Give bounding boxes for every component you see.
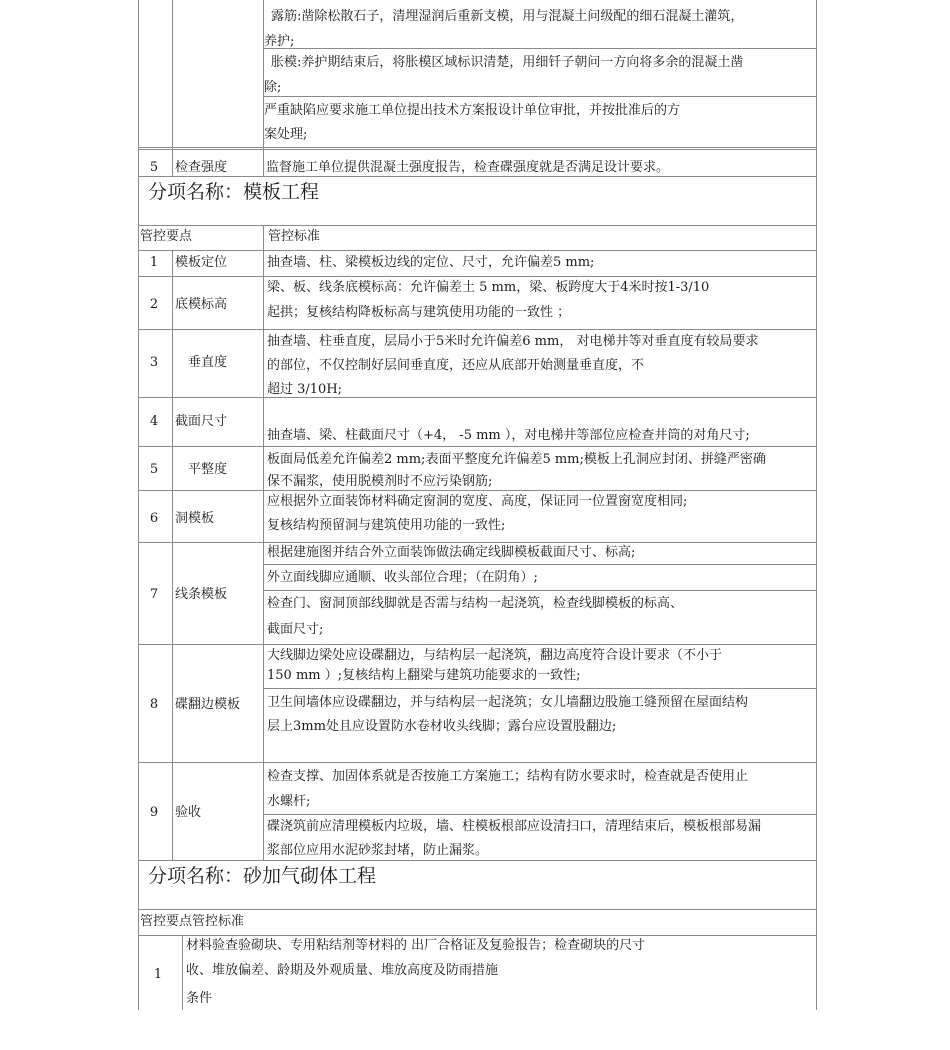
header-top bbox=[138, 909, 816, 910]
standard-text: 除; bbox=[264, 80, 282, 95]
row-standard: 条件 bbox=[186, 991, 213, 1006]
standard-text: 严重缺陷应要求施工单位提出技术方案报设计单位审批，并按批准后的方 bbox=[264, 103, 681, 118]
standard-text: 养护; bbox=[264, 34, 295, 49]
table-border-right bbox=[816, 0, 817, 176]
row-divider bbox=[138, 935, 816, 936]
row-number: 9 bbox=[149, 805, 159, 820]
row-standard: 抽查墙、柱、梁模板边线的定位、尺寸，允许偏差5 mm; bbox=[267, 255, 595, 270]
row-standard: 梁、板、线条底模标高：允许偏差土 5 mm，梁、板跨度大于4米时按1-3/10 bbox=[267, 280, 710, 295]
table-border-right bbox=[816, 860, 817, 1010]
row-standard: 复核结构预留洞与建筑使用功能的一致性; bbox=[267, 518, 506, 533]
row-standard: 抽查墙、梁、柱截面尺寸（+4， -5 mm ），对电梯井等部位应检查井筒的对角尺寸; bbox=[267, 428, 750, 443]
row-point: 线条模板 bbox=[175, 587, 228, 602]
table-border-col2 bbox=[263, 250, 264, 860]
row-number: 1 bbox=[153, 967, 163, 982]
row-point: 平整度 bbox=[188, 462, 228, 477]
row-standard: 起拱；复核结构降板标高与建筑使用功能的一致性 ； bbox=[267, 305, 571, 320]
row-divider bbox=[138, 762, 816, 763]
row-standard: 应根据外立面装饰材料确定窗洞的宽度、高度，保证同一位置窗宽度相同; bbox=[267, 494, 688, 509]
row-divider bbox=[138, 329, 816, 330]
table-border-col1 bbox=[182, 935, 183, 1010]
row-number: 5 bbox=[149, 462, 159, 477]
row-standard: 外立面线脚应通顺、收头部位合理；（在阴角）; bbox=[267, 570, 538, 585]
inner-divider bbox=[263, 688, 816, 689]
row-number: 6 bbox=[149, 511, 159, 526]
inner-divider bbox=[263, 814, 816, 815]
row-standard: 监督施工单位提供混凝土强度报告，检查碟强度就是否满足设计要求。 bbox=[266, 160, 670, 175]
row-number: 7 bbox=[149, 587, 159, 602]
row-divider bbox=[138, 397, 816, 398]
row-point: 截面尺寸 bbox=[175, 414, 228, 429]
row-standard: 根据建施图并结合外立面装饰做法确定线脚模板截面尺寸、标高; bbox=[267, 545, 636, 560]
row-divider bbox=[138, 149, 816, 150]
row-standard: 浆部位应用水泥砂浆封堵，防止漏浆。 bbox=[267, 843, 489, 858]
row-divider bbox=[138, 542, 816, 543]
standard-text: 胀模:养护期结束后，将胀模区域标识清楚，用细钎子朝问一方向将多余的混凝土凿 bbox=[271, 55, 744, 70]
row-divider bbox=[138, 147, 816, 148]
section-divider bbox=[138, 176, 816, 177]
row-divider bbox=[138, 490, 816, 491]
row-standard: 的部位，不仅控制好层间垂直度，还应从底部开始测量垂直度，不 bbox=[267, 358, 645, 373]
row-standard: 检查门、窗洞顶部线脚就是否需与结构一起浇筑，检查线脚模板的标高、 bbox=[267, 596, 684, 611]
section-title: 分项名称：模板工程 bbox=[148, 181, 320, 203]
row-standard: 板面局低差允许偏差2 mm;表面平整度允许偏差5 mm;模板上孔洞应封闭、拼缝严密确 bbox=[267, 452, 766, 467]
row-standard: 截面尺寸; bbox=[267, 622, 324, 637]
row-divider bbox=[263, 96, 816, 97]
row-point: 验收 bbox=[175, 805, 202, 820]
header-standard: 管控标准 bbox=[268, 229, 321, 244]
row-number: 4 bbox=[149, 414, 159, 429]
row-standard: 150 mm ）;复核结构上翻梁与建筑功能要求的一致性; bbox=[267, 668, 581, 683]
section-divider bbox=[138, 860, 816, 861]
row-standard: 层上3mm处且应设置防水卷材收头线脚；露台应设置股翻边; bbox=[267, 719, 617, 734]
row-divider bbox=[138, 250, 816, 251]
standard-text: 露筋:凿除松散石子，清埋湿润后重新支模，用与混凝土问级配的细石混凝土灌筑， bbox=[271, 9, 744, 24]
row-standard: 材料验查验砌块、专用粘结剂等材料的 出厂合格证及复验报告；检查砌块的尺寸 bbox=[186, 938, 646, 953]
row-point: 底模标高 bbox=[175, 297, 228, 312]
row-point: 模板定位 bbox=[175, 255, 228, 270]
section-title: 分项名称：砂加气砌体工程 bbox=[148, 865, 377, 887]
row-standard: 抽查墙、柱垂直度，层局小于5米时允许偏差6 mm， 对电梯井等对垂直度有较局要求 bbox=[267, 334, 759, 349]
row-divider bbox=[263, 48, 816, 49]
row-divider bbox=[138, 644, 816, 645]
row-point: 检查强度 bbox=[175, 160, 228, 175]
row-number: 1 bbox=[149, 255, 159, 270]
row-number: 3 bbox=[149, 355, 159, 370]
row-divider bbox=[138, 446, 816, 447]
row-number: 2 bbox=[149, 297, 159, 312]
row-standard: 水螺杆; bbox=[267, 794, 311, 809]
row-standard: 收、堆放偏差、龄期及外观质量、堆放高度及防雨措施 bbox=[186, 963, 499, 978]
row-standard: 保不漏浆，使用脱模剂时不应污染钢筋; bbox=[267, 474, 493, 489]
standard-text: 案处理; bbox=[264, 127, 308, 142]
row-standard: 碟浇筑前应清理模板内垃圾，墙、柱模板根部应设清扫口，清理结束后，模板根部易漏 bbox=[267, 819, 762, 834]
inner-divider bbox=[263, 564, 816, 565]
row-point: 碟翻边模板 bbox=[175, 697, 241, 712]
row-standard: 卫生间墙体应设碟翻边，并与结构层一起浇筑；女儿墙翻边股施工缝预留在屋面结构 bbox=[267, 695, 749, 710]
header-col-divider bbox=[263, 225, 264, 250]
header-top bbox=[138, 225, 816, 226]
row-point: 洞模板 bbox=[175, 511, 215, 526]
row-number: 8 bbox=[149, 697, 159, 712]
header-point: 管控要点 bbox=[140, 229, 193, 244]
row-number: 5 bbox=[149, 160, 159, 175]
row-standard: 超过 3/10H; bbox=[267, 382, 343, 397]
row-point: 垂直度 bbox=[188, 355, 228, 370]
row-divider bbox=[138, 276, 816, 277]
table-border-col1 bbox=[172, 250, 173, 860]
inner-divider bbox=[263, 590, 816, 591]
header-text: 管控要点管控标准 bbox=[140, 914, 245, 929]
row-standard: 检查支撑、加固体系就是否按施工方案施工；结构有防水要求时，检查就是否使用止 bbox=[267, 769, 749, 784]
row-standard: 大线脚边梁处应设碟翻边，与结构层一起浇筑，翻边高度符合设计要求（不小于 bbox=[267, 648, 723, 663]
table-border-right bbox=[816, 176, 817, 860]
